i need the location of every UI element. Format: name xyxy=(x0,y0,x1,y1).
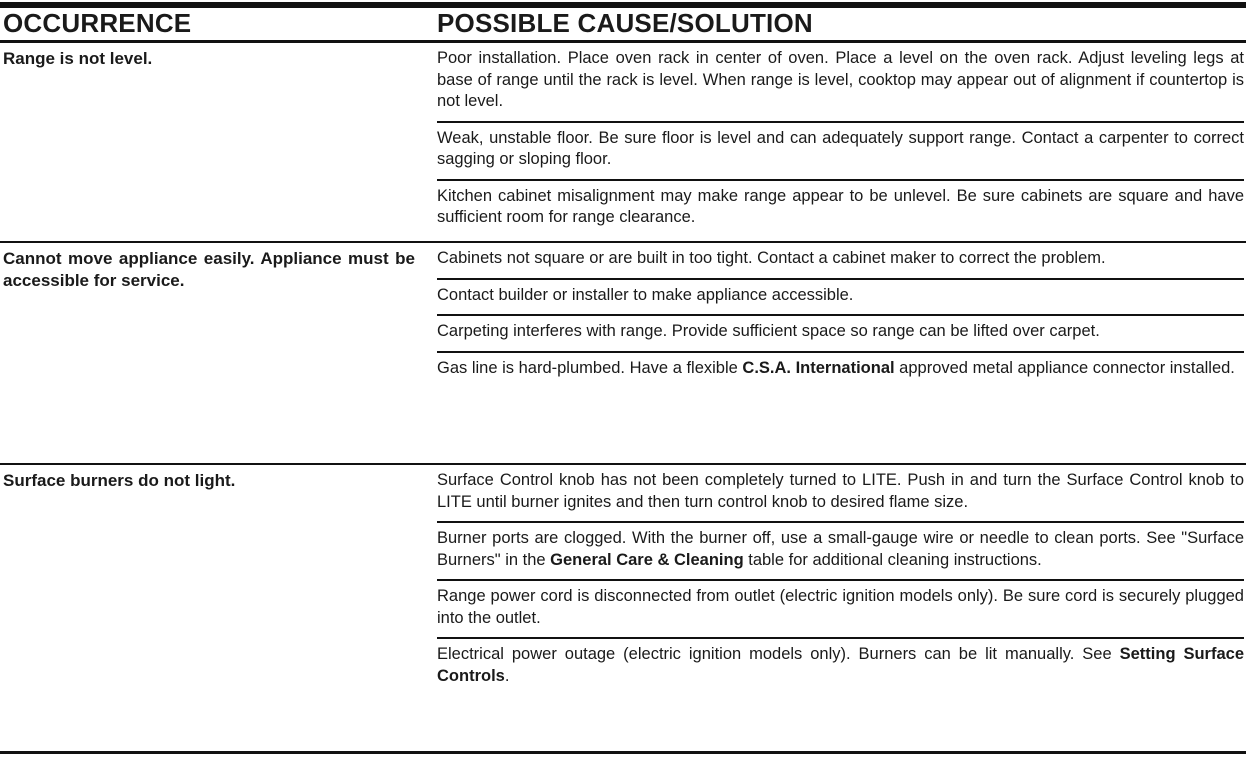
occurrence-text: Range is not level. xyxy=(3,49,153,68)
solution-text: Cabinets not square or are built in too tight. Contact a cabinet maker to correct the problem. xyxy=(437,249,1106,267)
bottom-rule xyxy=(0,751,1246,754)
solution-text-bold: C.S.A. International xyxy=(742,358,895,377)
solution-paragraph xyxy=(437,581,1244,637)
solution-paragraph xyxy=(437,280,1244,315)
solution-text: Poor installation. Place oven rack in center of oven. Place a level on the oven rack. Adjust leveling legs at base of range until the rack is level. When range is level, cooktop may appear out of alignment if countertop is not level. xyxy=(437,49,1244,110)
solution-paragraph xyxy=(437,465,1244,521)
solution-paragraph xyxy=(437,353,1244,388)
table-body xyxy=(0,43,1246,751)
solution-paragraph xyxy=(437,123,1244,179)
occurrence-cell xyxy=(0,465,437,751)
solution-text: approved metal appliance connector installed. xyxy=(894,358,1235,377)
column-header-occurrence: OCCURRENCE xyxy=(3,8,192,38)
solution-paragraph xyxy=(437,243,1244,278)
occurrence-cell xyxy=(0,43,437,241)
occurrence-text: Cannot move appliance easily. Appliance must be accessible for service. xyxy=(3,249,415,290)
table-row xyxy=(0,43,1246,241)
header-cell-solution xyxy=(437,8,1246,38)
solution-text: Weak, unstable floor. Be sure floor is level and can adequately support range. Contact a carpenter to correct sagging or sloping floor. xyxy=(437,128,1244,168)
solution-cell xyxy=(437,243,1246,463)
solution-text: Range power cord is disconnected from outlet (electric ignition models only). Be sure cord is securely plugged into the outlet. xyxy=(437,587,1244,627)
table-row xyxy=(0,241,1246,463)
occurrence-text: Surface burners do not light. xyxy=(3,471,236,490)
solution-text: . xyxy=(504,666,510,685)
solution-text-bold: General Care & Cleaning xyxy=(550,550,744,569)
solution-paragraph xyxy=(437,639,1244,695)
column-header-solution: POSSIBLE CAUSE/SOLUTION xyxy=(437,8,813,38)
solution-text: Contact builder or installer to make appliance accessible. xyxy=(437,285,854,304)
solution-text: Kitchen cabinet misalignment may make range appear to be unlevel. Be sure cabinets are square and have sufficient room for range clearance. xyxy=(437,186,1244,226)
solution-paragraph xyxy=(437,181,1244,237)
solution-text: Surface Control knob has not been completely turned to LITE. Push in and turn the Surface Control knob to LITE until burner ignites and then turn control knob to desired flame size. xyxy=(437,471,1244,511)
solution-text: Carpeting interferes with range. Provide sufficient space so range can be lifted over carpet. xyxy=(437,322,1100,340)
solution-paragraph xyxy=(437,523,1244,579)
solution-text: table for additional cleaning instructions. xyxy=(743,550,1042,569)
solution-text: Burner ports are clogged. With the burner off, use a small-gauge wire or needle to clean ports. See "Surface Burners" in the xyxy=(437,529,1244,569)
solution-paragraph xyxy=(437,316,1244,351)
occurrence-cell xyxy=(0,243,437,463)
solution-cell xyxy=(437,465,1246,751)
solution-text: Electrical power outage (electric ignition models only). Burners can be lit manually. See xyxy=(437,645,1120,663)
solution-text: Gas line is hard-plumbed. Have a flexible xyxy=(437,358,743,377)
table-row xyxy=(0,463,1246,751)
solution-cell xyxy=(437,43,1246,241)
solution-paragraph xyxy=(437,43,1244,121)
solution-text-bold: Setting Surface Controls xyxy=(437,645,1244,685)
table-header-row xyxy=(0,8,1246,38)
header-cell-occurrence xyxy=(0,8,437,38)
